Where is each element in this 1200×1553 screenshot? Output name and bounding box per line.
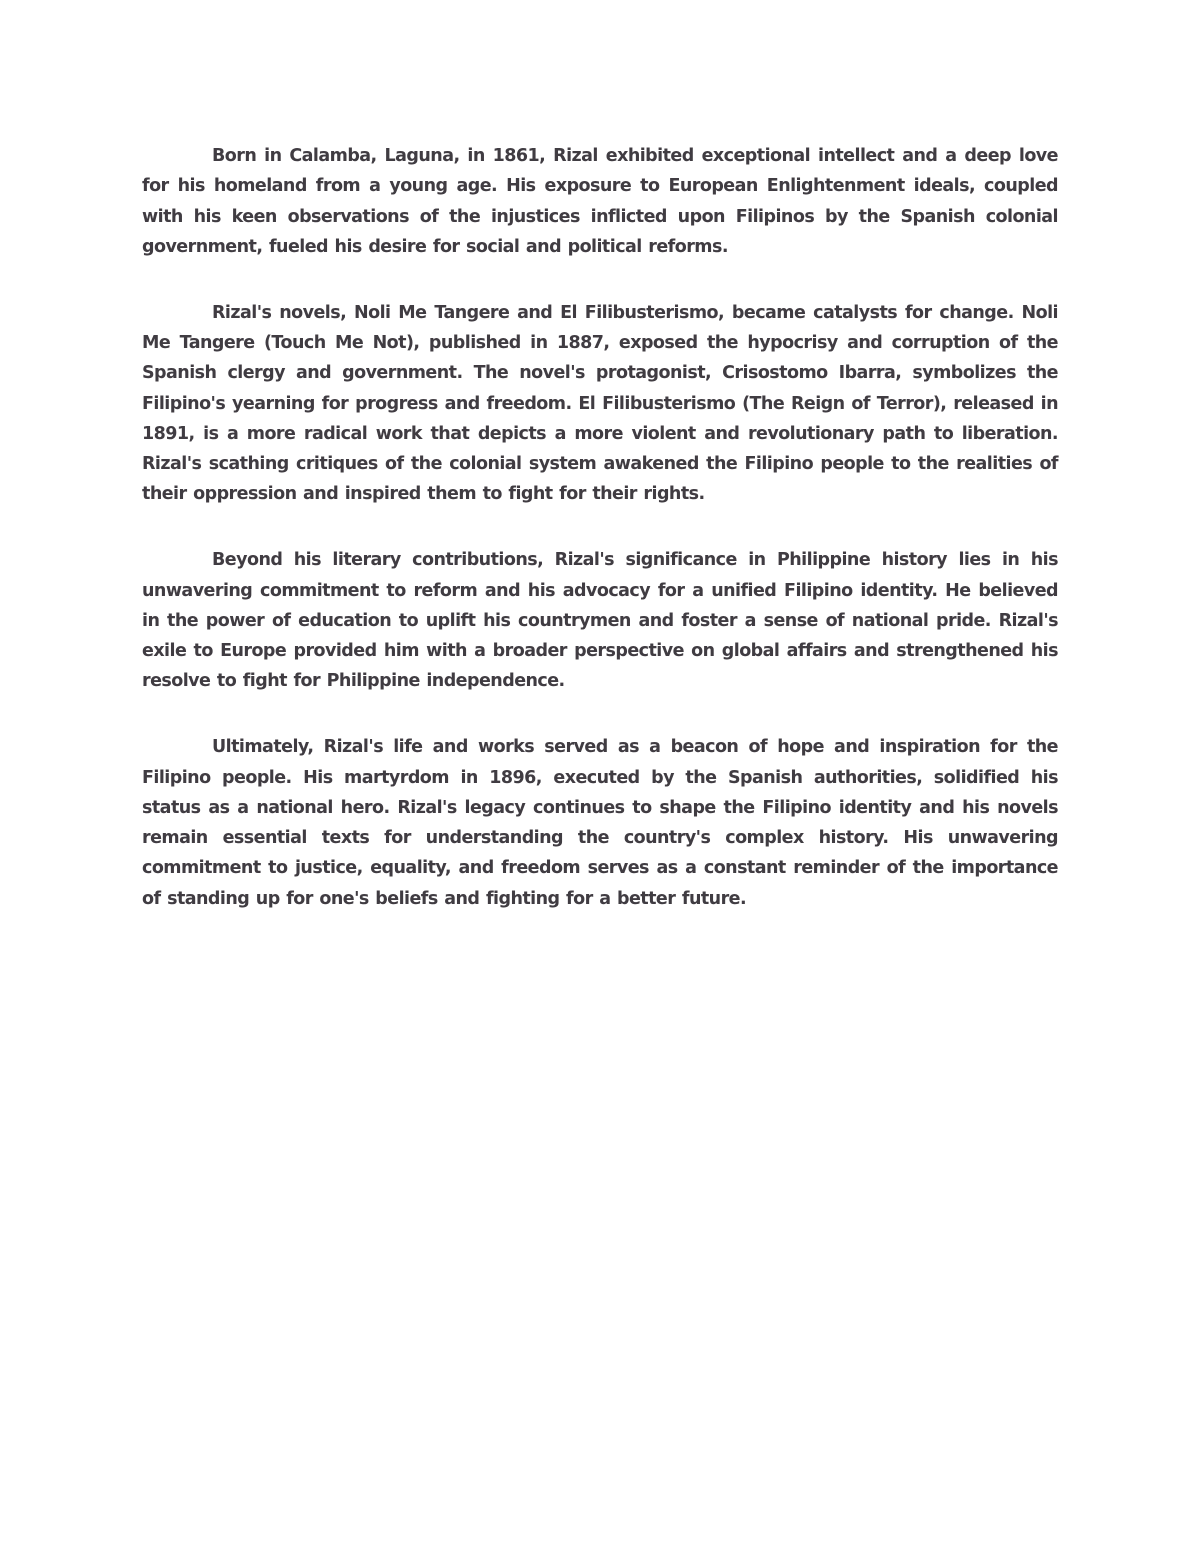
paragraph-early-life: Born in Calamba, Laguna, in 1861, Rizal exhibited exceptional intellect and a deep love for his homeland from a young age. His exposure to European Enlightenment ideals, coupled with his keen observations of the injustices inflicted upon Filipinos by the Spanish colonial government, fueled his desire for social and political reforms. [142, 146, 1058, 257]
paragraph-legacy: Ultimately, Rizal's life and works served as a beacon of hope and inspiration for the Filipino people. His martyrdom in 1896, executed by the Spanish authorities, solidified his status as a national hero. Rizal's legacy continues to shape the Filipino identity and his novels remain essential texts for understanding the country's complex history. His unwavering commitment to justice, equality, and freedom serves as a constant reminder of the importance of standing up for one's beliefs and fighting for a better future. [142, 737, 1058, 909]
paragraph-significance: Beyond his literary contributions, Rizal's significance in Philippine history lies in his unwavering commitment to reform and his advocacy for a unified Filipino identity. He believed in the power of education to uplift his countrymen and foster a sense of national pride. Rizal's exile to Europe provided him with a broader perspective on global affairs and strengthened his resolve to fight for Philippine independence. [142, 550, 1058, 692]
paragraph-novels: Rizal's novels, Noli Me Tangere and El Filibusterismo, became catalysts for change. Noli Me Tangere (Touch Me Not), published in 1887, exposed the hypocrisy and corruption of the Spanish clergy and government. The novel's protagonist, Crisostomo Ibarra, symbolizes the Filipino's yearning for progress and freedom. El Filibusterismo (The Reign of Terror), released in 1891, is a more radical work that depicts a more violent and revolutionary path to liberation. Rizal's scathing critiques of the colonial system awakened the Filipino people to the realities of their oppression and inspired them to fight for their rights. [142, 302, 1058, 505]
document-body [142, 141, 1058, 914]
